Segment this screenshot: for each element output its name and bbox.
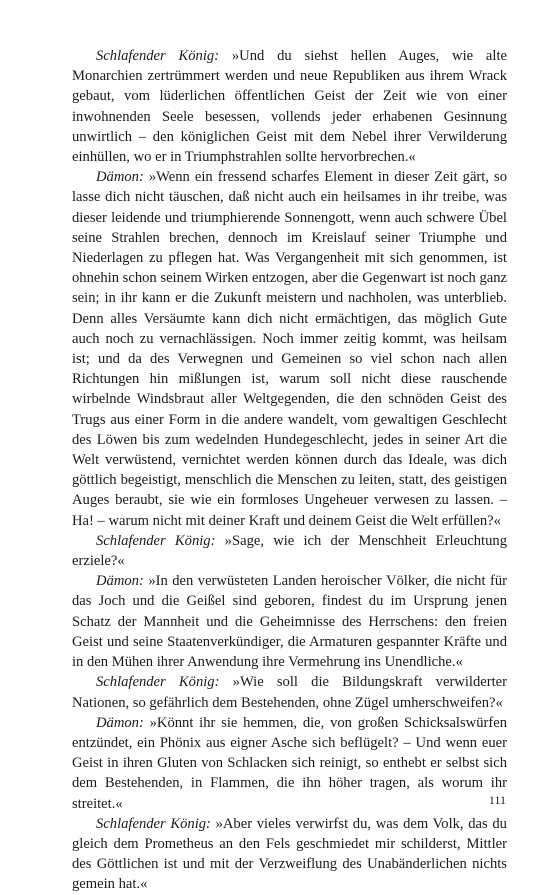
speaker-label: Dämon: — [96, 169, 144, 186]
paragraph-3 — [72, 531, 507, 571]
paragraph-1 — [72, 46, 507, 167]
speaker-label: Schlafender König: — [96, 532, 216, 549]
paragraph-6 — [72, 713, 507, 814]
speech-text: »Und du siehst hellen Auges, wie alte Monarchien zertrümmert werden und neue Republiken aus ihrem Wrack gebaut, vom lüderlichen öffentlichen Geist der Zeit wie von einer inwohnenden Seele besessen, vollends jeder erhabenen Gesinnung unwirtlich – den königlichen Geist mit dem Nebel ihrer Verwilderung einhüllen, wo er in Triumphstrahlen sollte hervorbrechen.« — [72, 48, 507, 166]
paragraph-4 — [72, 571, 507, 672]
page-number: 111 — [488, 793, 506, 807]
paragraph-2 — [72, 167, 507, 531]
speech-text: »Wenn ein fressend scharfes Element in dieser Zeit gärt, so lasse dich nicht täuschen, daß nicht auch ein heilsames in ihr treibe, was dieser leidende und triumphierende Sonnengott, wenn auch schwere Übel seine Strahlen brechen, dennoch im Kreislauf seiner Triumphe und Niederlagen zu pflegen hat. Was Vergangenheit mit sich genommen, ist ohnehin schon seinem Wirken entzogen, aber die Gegenwart ist noch ganz sein; in ihr kann er die Zukunft meistern und nachholen, was unterblieb. Denn alles Versäumte kann dich nicht ermächtigen, das möglich Gute auch noch zu vernachlässigen. Noch immer zeitig kommt, was heilsam ist; und da des Verwegnen und Gemeinen so viel schon nach allen Richtungen hin mißlungen ist, warum soll nicht diese rauschende wirbelnde Windsbraut aller Weltgegenden, die den schnöden Geist des Trugs aus einer Form in die andere wandelt, vom gewaltigen Geschlecht des Löwen bis zum wedelnden Hundegeschlecht, jedes in seiner Art die Welt verwüstend, vernichtet werden können durch das Ideale, was dich göttlich begeistigt, menschlich die Menschen zu leiten, statt, des geistigen Auges beraubt, sie wie ein formloses Ungeheuer verwesen zu lassen. – Ha! – warum nicht mit deiner Kraft und deinem Geist die Welt erfüllen?« — [72, 169, 507, 529]
speech-text: »Aber vieles verwirfst du, was dem Volk, das du gleich dem Prometheus an den Fels geschmiedet mir schilderst, Mittler des Göttlichen ist und mit der Verzweiflung des Unabänderlichen nichts gemein hat.« — [72, 815, 507, 893]
speech-text: »In den verwüsteten Landen heroischer Völker, die nicht für das Joch und die Geißel sind geboren, findest du im Ursprung jenen Schatz der Mannheit und die Geheimnisse des Herrschens: den freien Geist und seine Staatenverkündiger, die Armaturen gespannter Kräfte und in den Mühen ihrer Anwendung ihre Vermehrung ins Unendliche.« — [72, 573, 507, 671]
speaker-label: Schlafender König: — [96, 674, 220, 691]
speech-text: »Könnt ihr sie hemmen, die, von großen Schicksalswürfen entzündet, ein Phönix aus eigner Asche sich beflügelt? – Und wenn euer Geist in ihren Gluten von Schlacken sich reinigt, so enthebt er selbst sich dem Bestehenden, in Flammen, die ihn höher tragen, als worum ihr streitet.« — [72, 714, 507, 812]
speaker-label: Dämon: — [96, 714, 144, 731]
speech-text: »Sage, wie ich der Menschheit Erleuchtung erziele?« — [72, 532, 507, 570]
speaker-label: Schlafender König: — [96, 815, 211, 832]
paragraph-5 — [72, 672, 507, 712]
speaker-label: Schlafender König: — [96, 48, 220, 64]
page-text-body — [72, 46, 507, 895]
speaker-label: Dämon: — [96, 573, 144, 590]
paragraph-7 — [72, 814, 507, 895]
speech-text: »Wie soll die Bildungskraft verwilderter Nationen, so gefährlich dem Bestehenden, ohne Zügel umherschweifen?« — [72, 674, 507, 711]
